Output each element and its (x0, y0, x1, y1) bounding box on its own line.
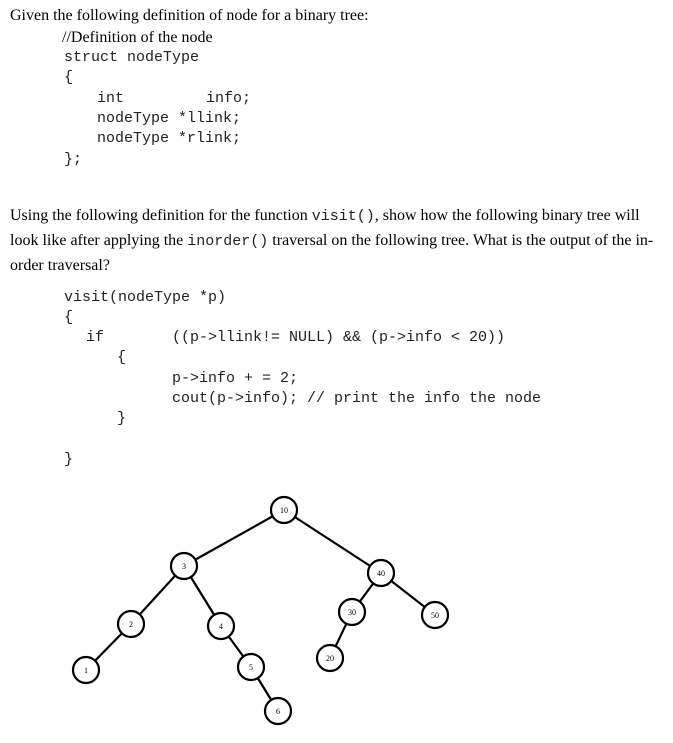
struct-comment: //Definition of the node (62, 29, 213, 46)
tree-node-label: 20 (326, 654, 334, 663)
code-line: }; (64, 151, 83, 168)
code-line: struct nodeType (64, 49, 200, 66)
code-line: } (64, 451, 74, 468)
inline-code-visit: visit() (311, 208, 375, 225)
code-line: } (117, 410, 127, 427)
code-line: if (86, 329, 105, 346)
tree-node-label: 40 (377, 569, 385, 578)
tree-node-label: 4 (219, 622, 223, 631)
tree-edge (184, 510, 284, 566)
tree-node-label: 10 (280, 506, 288, 515)
code-line: { (64, 309, 74, 326)
code-line: { (64, 69, 74, 86)
tree-node-label: 3 (182, 562, 186, 571)
code-line: ((p->llink!= NULL) && (p->info < 20)) (172, 329, 506, 346)
intro-text: Given the following definition of node for a binary tree: (10, 7, 369, 24)
code-line: info; (206, 90, 252, 107)
code-line: { (117, 349, 127, 366)
tree-node-label: 30 (348, 608, 356, 617)
inline-code-inorder: inorder() (187, 233, 269, 250)
tree-edges (86, 510, 435, 711)
code-line: int (97, 90, 125, 107)
question-text: Using the following definition for the function (10, 207, 312, 224)
code-line: visit(nodeType *p) (64, 289, 227, 306)
code-line: cout(p->info); // print the info the node (172, 390, 542, 407)
question-text: , show how the following binary tree will look like after applying the (10, 207, 640, 249)
tree-node-label: 5 (249, 663, 253, 672)
question-text: traversal on the following tree. What is the output of the in-order traversal? (10, 232, 654, 274)
code-line: p->info + = 2; (172, 370, 299, 387)
tree-edge (284, 510, 381, 573)
tree-node-label: 1 (84, 666, 88, 675)
code-line: nodeType *rlink; (97, 130, 242, 147)
code-line: nodeType *llink; (97, 110, 242, 127)
tree-node-label: 50 (431, 611, 439, 620)
tree-node-label: 2 (129, 620, 133, 629)
tree-node-label: 6 (276, 707, 280, 716)
